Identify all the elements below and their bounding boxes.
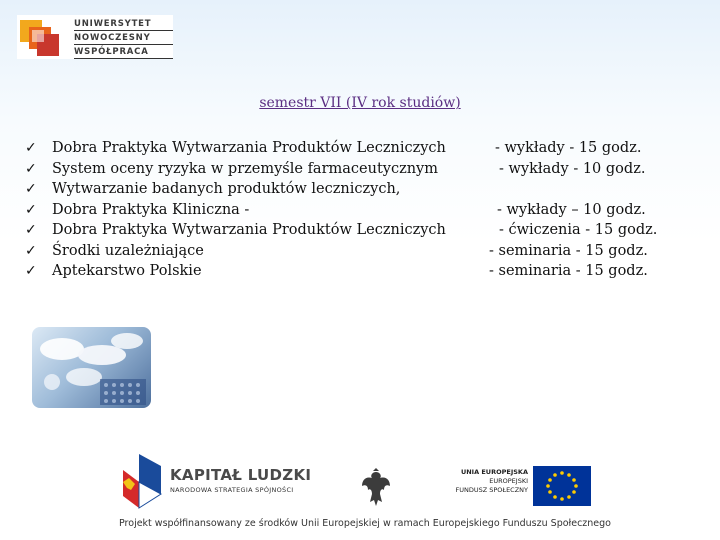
course-hours: - wykłady – 10 godz. <box>497 201 646 218</box>
course-hours: - seminaria - 15 godz. <box>489 263 648 279</box>
kapital-ludzki-logo-icon <box>119 452 164 512</box>
checkmark-icon: ✓ <box>25 242 37 259</box>
eu-flag-icon <box>533 466 591 506</box>
eu-line-1: UNIA EUROPEJSKA <box>460 468 528 476</box>
checkmark-icon: ✓ <box>25 263 37 279</box>
logo-line-2: NOWOCZESNY <box>74 31 173 45</box>
course-name: Aptekarstwo Polskie <box>52 263 202 279</box>
course-item <box>25 200 685 221</box>
course-name: Dobra Praktyka Kliniczna - <box>52 201 250 218</box>
pills-photo <box>32 327 151 408</box>
kapital-ludzki-text <box>170 466 311 494</box>
course-item <box>25 220 685 241</box>
university-logo <box>17 15 173 59</box>
slide-title: semestr VII (IV rok studiów) <box>259 95 461 111</box>
course-list <box>25 138 685 282</box>
eu-text <box>453 468 528 495</box>
funding-footer <box>113 446 611 538</box>
checkmark-icon: ✓ <box>25 201 37 218</box>
course-name: Dobra Praktyka Wytwarzania Produktów Leczniczych <box>52 140 446 156</box>
checkmark-icon: ✓ <box>25 181 37 197</box>
university-logo-text <box>74 17 173 59</box>
course-item <box>25 138 685 159</box>
eu-line-3: FUNDUSZ SPOŁECZNY <box>455 486 528 494</box>
course-name: Dobra Praktyka Wytwarzania Produktów Leczniczych <box>52 222 446 238</box>
logo-line-1: UNIWERSYTET <box>74 17 173 31</box>
pills-illustration-icon <box>32 327 151 408</box>
course-hours: - ćwiczenia - 15 godz. <box>499 222 658 238</box>
funding-note: Projekt współfinansowany ze środków Unii Europejskiej w ramach Europejskiego Funduszu Społecznego <box>119 518 611 529</box>
kapital-ludzki-title: KAPITAŁ LUDZKI <box>170 466 312 484</box>
course-name: Wytwarzanie badanych produktów leczniczych, <box>52 181 401 197</box>
course-item <box>25 241 685 262</box>
course-hours: - seminaria - 15 godz. <box>489 242 648 259</box>
course-item <box>25 261 685 282</box>
checkmark-icon: ✓ <box>25 160 37 177</box>
university-logo-mark-icon <box>20 18 60 56</box>
polish-eagle-emblem-icon <box>360 468 392 510</box>
checkmark-icon: ✓ <box>25 140 37 156</box>
kapital-ludzki-subtitle: NARODOWA STRATEGIA SPÓJNOŚCI <box>170 486 294 494</box>
course-item <box>25 179 685 200</box>
course-hours: - wykłady - 10 godz. <box>499 160 646 177</box>
eu-line-2: EUROPEJSKI <box>489 477 528 485</box>
course-hours: - wykłady - 15 godz. <box>495 140 642 156</box>
course-name: Środki uzależniające <box>52 242 204 259</box>
checkmark-icon: ✓ <box>25 222 37 238</box>
course-item <box>25 159 685 180</box>
logo-line-3: WSPÓŁPRACA <box>74 45 173 59</box>
course-name: System oceny ryzyka w przemyśle farmaceutycznym <box>52 160 438 177</box>
